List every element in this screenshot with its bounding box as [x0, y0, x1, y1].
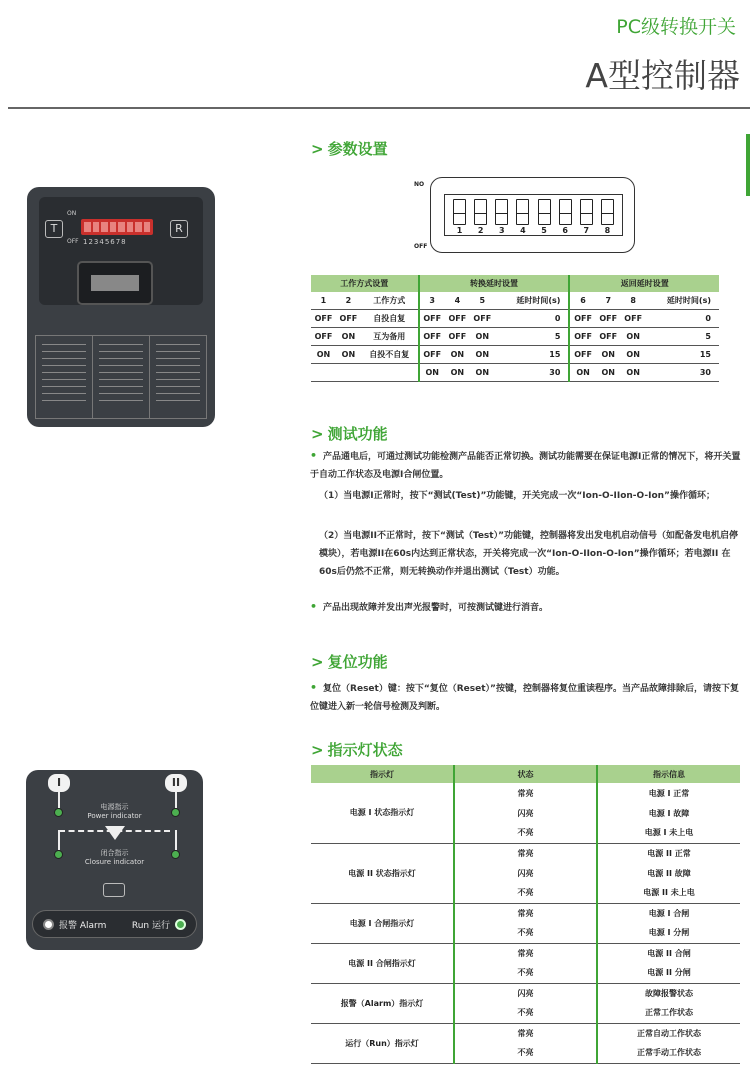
closure-indicator-en: Closure indicator	[84, 858, 145, 866]
table-cell: ON	[470, 345, 495, 363]
dip-switch: 8	[600, 199, 614, 235]
dip-number-labels: 12345678	[83, 238, 127, 246]
test-paragraph-2: （1）当电源I正常时，按下“测试(Test)”功能键，开关完成一次“Ion-O-IIon-O-Ion”操作循环；	[319, 491, 715, 501]
alarm-label: 报警 Alarm	[59, 921, 107, 931]
table-cell: 正常手动工作状态	[597, 1043, 740, 1063]
run-led	[175, 919, 186, 930]
dip-switch: 3	[495, 199, 509, 235]
table-row	[311, 1023, 740, 1043]
table-cell: 报警（Alarm）指示灯	[311, 983, 454, 1023]
dip-switch: 6	[558, 199, 572, 235]
table-cell: 闪亮	[454, 983, 597, 1003]
table-cell: 不亮	[454, 1043, 597, 1063]
table-row	[311, 275, 719, 292]
test-button[interactable]: T	[45, 220, 63, 238]
table-cell: 常亮	[454, 843, 597, 863]
table-cell: OFF	[445, 309, 470, 327]
table-cell: 不亮	[454, 923, 597, 943]
table-cell: 电源 II 状态指示灯	[311, 843, 454, 903]
test-paragraph-3: （2）当电源II不正常时，按下“测试（Test）”功能键，控制器将发出发电机启动信号（如配备发电机启停模块），若电源II在60s内达到正常状态，开关将完成一次“Ion-O-IIon-O-Ion”操作循环；若电源II 在60s后仍然不正常，则无转换动作并退出测试（Test）功能。	[319, 531, 738, 577]
table-cell: OFF	[596, 327, 621, 345]
table-cell: ON	[596, 363, 621, 381]
dip-switch: 4	[516, 199, 530, 235]
test-paragraph-1: • 产品通电后，可通过测试功能检测产品能否正常切换。测试功能需要在保证电源I正常的情况下，将开关置于自动工作状态及电源I合闸位置。	[310, 449, 741, 480]
section-title-reset: > 复位功能	[311, 653, 388, 671]
dip-off-label: OFF	[67, 238, 79, 245]
table-cell: OFF	[445, 327, 470, 345]
col-header: 7	[596, 292, 621, 309]
table-cell: 故障报警状态	[597, 983, 740, 1003]
dip-off-label: OFF	[414, 243, 428, 250]
table-cell: OFF	[419, 345, 445, 363]
table-cell: 自投不自复	[361, 345, 419, 363]
small-button[interactable]	[103, 883, 125, 897]
table-cell: ON	[336, 345, 361, 363]
table-row	[311, 903, 740, 923]
table-cell: 电源 II 故障	[597, 863, 740, 883]
table-cell: 电源 II 未上电	[597, 883, 740, 903]
table-cell: ON	[336, 327, 361, 345]
load-arrow-icon	[105, 826, 125, 840]
table-cell: 电源 I 合闸指示灯	[311, 903, 454, 943]
table-cell: ON	[470, 327, 495, 345]
edge-accent-bar	[746, 134, 750, 196]
table-cell: 不亮	[454, 1003, 597, 1023]
table-cell: OFF	[596, 309, 621, 327]
table-cell: 正常自动工作状态	[597, 1023, 740, 1043]
settings-table	[311, 275, 719, 382]
usb-port	[77, 261, 153, 305]
indicator-panel	[26, 770, 203, 950]
table-cell: 电源 I 分闸	[597, 923, 740, 943]
dip-switch: 5	[537, 199, 551, 235]
group-header: 工作方式设置	[311, 275, 419, 292]
section-title-params: > 参数设置	[311, 140, 388, 158]
table-cell: 常亮	[454, 783, 597, 803]
table-row	[311, 783, 740, 803]
table-row	[311, 309, 719, 327]
col-header: 5	[470, 292, 495, 309]
col-header: 6	[569, 292, 595, 309]
dip-switch: 7	[579, 199, 593, 235]
table-cell: ON	[596, 345, 621, 363]
table-cell: ON	[621, 363, 646, 381]
table-cell: 电源 II 正常	[597, 843, 740, 863]
section-title-test: > 测试功能	[311, 425, 388, 443]
table-cell: 15	[646, 345, 719, 363]
table-cell: 电源 II 分闸	[597, 963, 740, 983]
table-row	[311, 363, 719, 381]
table-cell: 电源 II 合闸指示灯	[311, 943, 454, 983]
group-header: 返回延时设置	[569, 275, 719, 292]
col-header: 工作方式	[361, 292, 419, 309]
header-title: A型控制器	[585, 56, 740, 95]
col-header: 4	[445, 292, 470, 309]
col-header: 指示灯	[311, 765, 454, 783]
table-cell: 30	[495, 363, 570, 381]
table-cell	[361, 363, 419, 381]
dip-switch: 2	[474, 199, 488, 235]
table-row	[311, 765, 740, 783]
col-header: 3	[419, 292, 445, 309]
test-paragraph-4: • 产品出现故障并发出声光报警时，可按测试键进行消音。	[310, 600, 549, 613]
alarm-led	[43, 919, 54, 930]
table-cell: 电源 I 合闸	[597, 903, 740, 923]
dip-switch: 1	[453, 199, 467, 235]
source-ii-badge: II	[165, 774, 187, 792]
table-cell: ON	[419, 363, 445, 381]
table-cell: 电源 I 未上电	[597, 823, 740, 843]
col-header: 延时时间(s)	[646, 292, 719, 309]
header-subtitle: PC级转换开关	[616, 16, 736, 38]
col-header: 8	[621, 292, 646, 309]
power-indicator-en: Power indicator	[87, 812, 142, 820]
table-cell: ON	[311, 345, 336, 363]
table-cell: OFF	[569, 327, 595, 345]
run-label: Run 运行	[131, 921, 170, 931]
table-row	[311, 943, 740, 963]
table-cell: 常亮	[454, 943, 597, 963]
table-cell: 不亮	[454, 883, 597, 903]
table-cell: 电源 I 正常	[597, 783, 740, 803]
table-cell: 运行（Run）指示灯	[311, 1023, 454, 1063]
table-cell: OFF	[621, 309, 646, 327]
table-cell: OFF	[311, 327, 336, 345]
col-header: 2	[336, 292, 361, 309]
controller-front-panel	[27, 187, 215, 427]
table-cell: 常亮	[454, 1023, 597, 1043]
table-cell: 正常工作状态	[597, 1003, 740, 1023]
table-row	[311, 292, 719, 309]
power-indicator-cn: 电源指示	[100, 803, 129, 811]
table-cell: OFF	[311, 309, 336, 327]
table-cell: OFF	[419, 327, 445, 345]
table-cell: 15	[495, 345, 570, 363]
group-header: 转换延时设置	[419, 275, 570, 292]
indicator-table	[311, 765, 740, 1064]
header-divider	[8, 107, 750, 109]
table-cell: OFF	[569, 309, 595, 327]
dip-switch-block[interactable]	[81, 219, 153, 235]
table-cell: 30	[646, 363, 719, 381]
table-cell: 5	[646, 327, 719, 345]
section-title-indicator: > 指示灯状态	[311, 741, 403, 759]
table-cell: 闪亮	[454, 803, 597, 823]
col-header: 1	[311, 292, 336, 309]
closure-indicator-cn: 闭合指示	[100, 849, 129, 857]
table-cell: 不亮	[454, 823, 597, 843]
table-cell: OFF	[470, 309, 495, 327]
table-cell: ON	[445, 363, 470, 381]
table-cell: 不亮	[454, 963, 597, 983]
table-cell: 互为备用	[361, 327, 419, 345]
table-cell: ON	[470, 363, 495, 381]
status-bar	[32, 910, 197, 938]
table-row	[311, 345, 719, 363]
table-row	[311, 327, 719, 345]
reset-paragraph: • 复位（Reset）键：按下“复位（Reset）”按键，控制器将复位重读程序。当产品故障排除后，请按下复位键进入新一轮信号检测及判断。	[310, 681, 739, 712]
dip-on-label: ON	[67, 210, 77, 217]
dip-no-label: NO	[414, 181, 425, 188]
col-header: 指示信息	[597, 765, 740, 783]
setting-reference-panel	[35, 335, 207, 419]
table-cell: ON	[621, 345, 646, 363]
table-cell: 闪亮	[454, 863, 597, 883]
table-cell: 5	[495, 327, 570, 345]
source-i-badge: I	[48, 774, 70, 792]
table-cell: 电源 I 故障	[597, 803, 740, 823]
reset-button[interactable]: R	[170, 220, 188, 238]
table-cell: ON	[621, 327, 646, 345]
table-cell: 0	[495, 309, 570, 327]
table-cell: 常亮	[454, 903, 597, 923]
table-cell	[336, 363, 361, 381]
dip-switch-diagram	[414, 175, 636, 257]
table-cell: 0	[646, 309, 719, 327]
table-row	[311, 843, 740, 863]
col-header: 延时时间(s)	[495, 292, 570, 309]
table-row	[311, 983, 740, 1003]
table-cell: ON	[569, 363, 595, 381]
table-cell: 电源 I 状态指示灯	[311, 783, 454, 843]
table-cell: ON	[445, 345, 470, 363]
table-cell: OFF	[419, 309, 445, 327]
table-cell: 自投自复	[361, 309, 419, 327]
col-header: 状态	[454, 765, 597, 783]
table-cell: OFF	[336, 309, 361, 327]
table-cell: 电源 II 合闸	[597, 943, 740, 963]
table-cell: OFF	[569, 345, 595, 363]
table-cell	[311, 363, 336, 381]
